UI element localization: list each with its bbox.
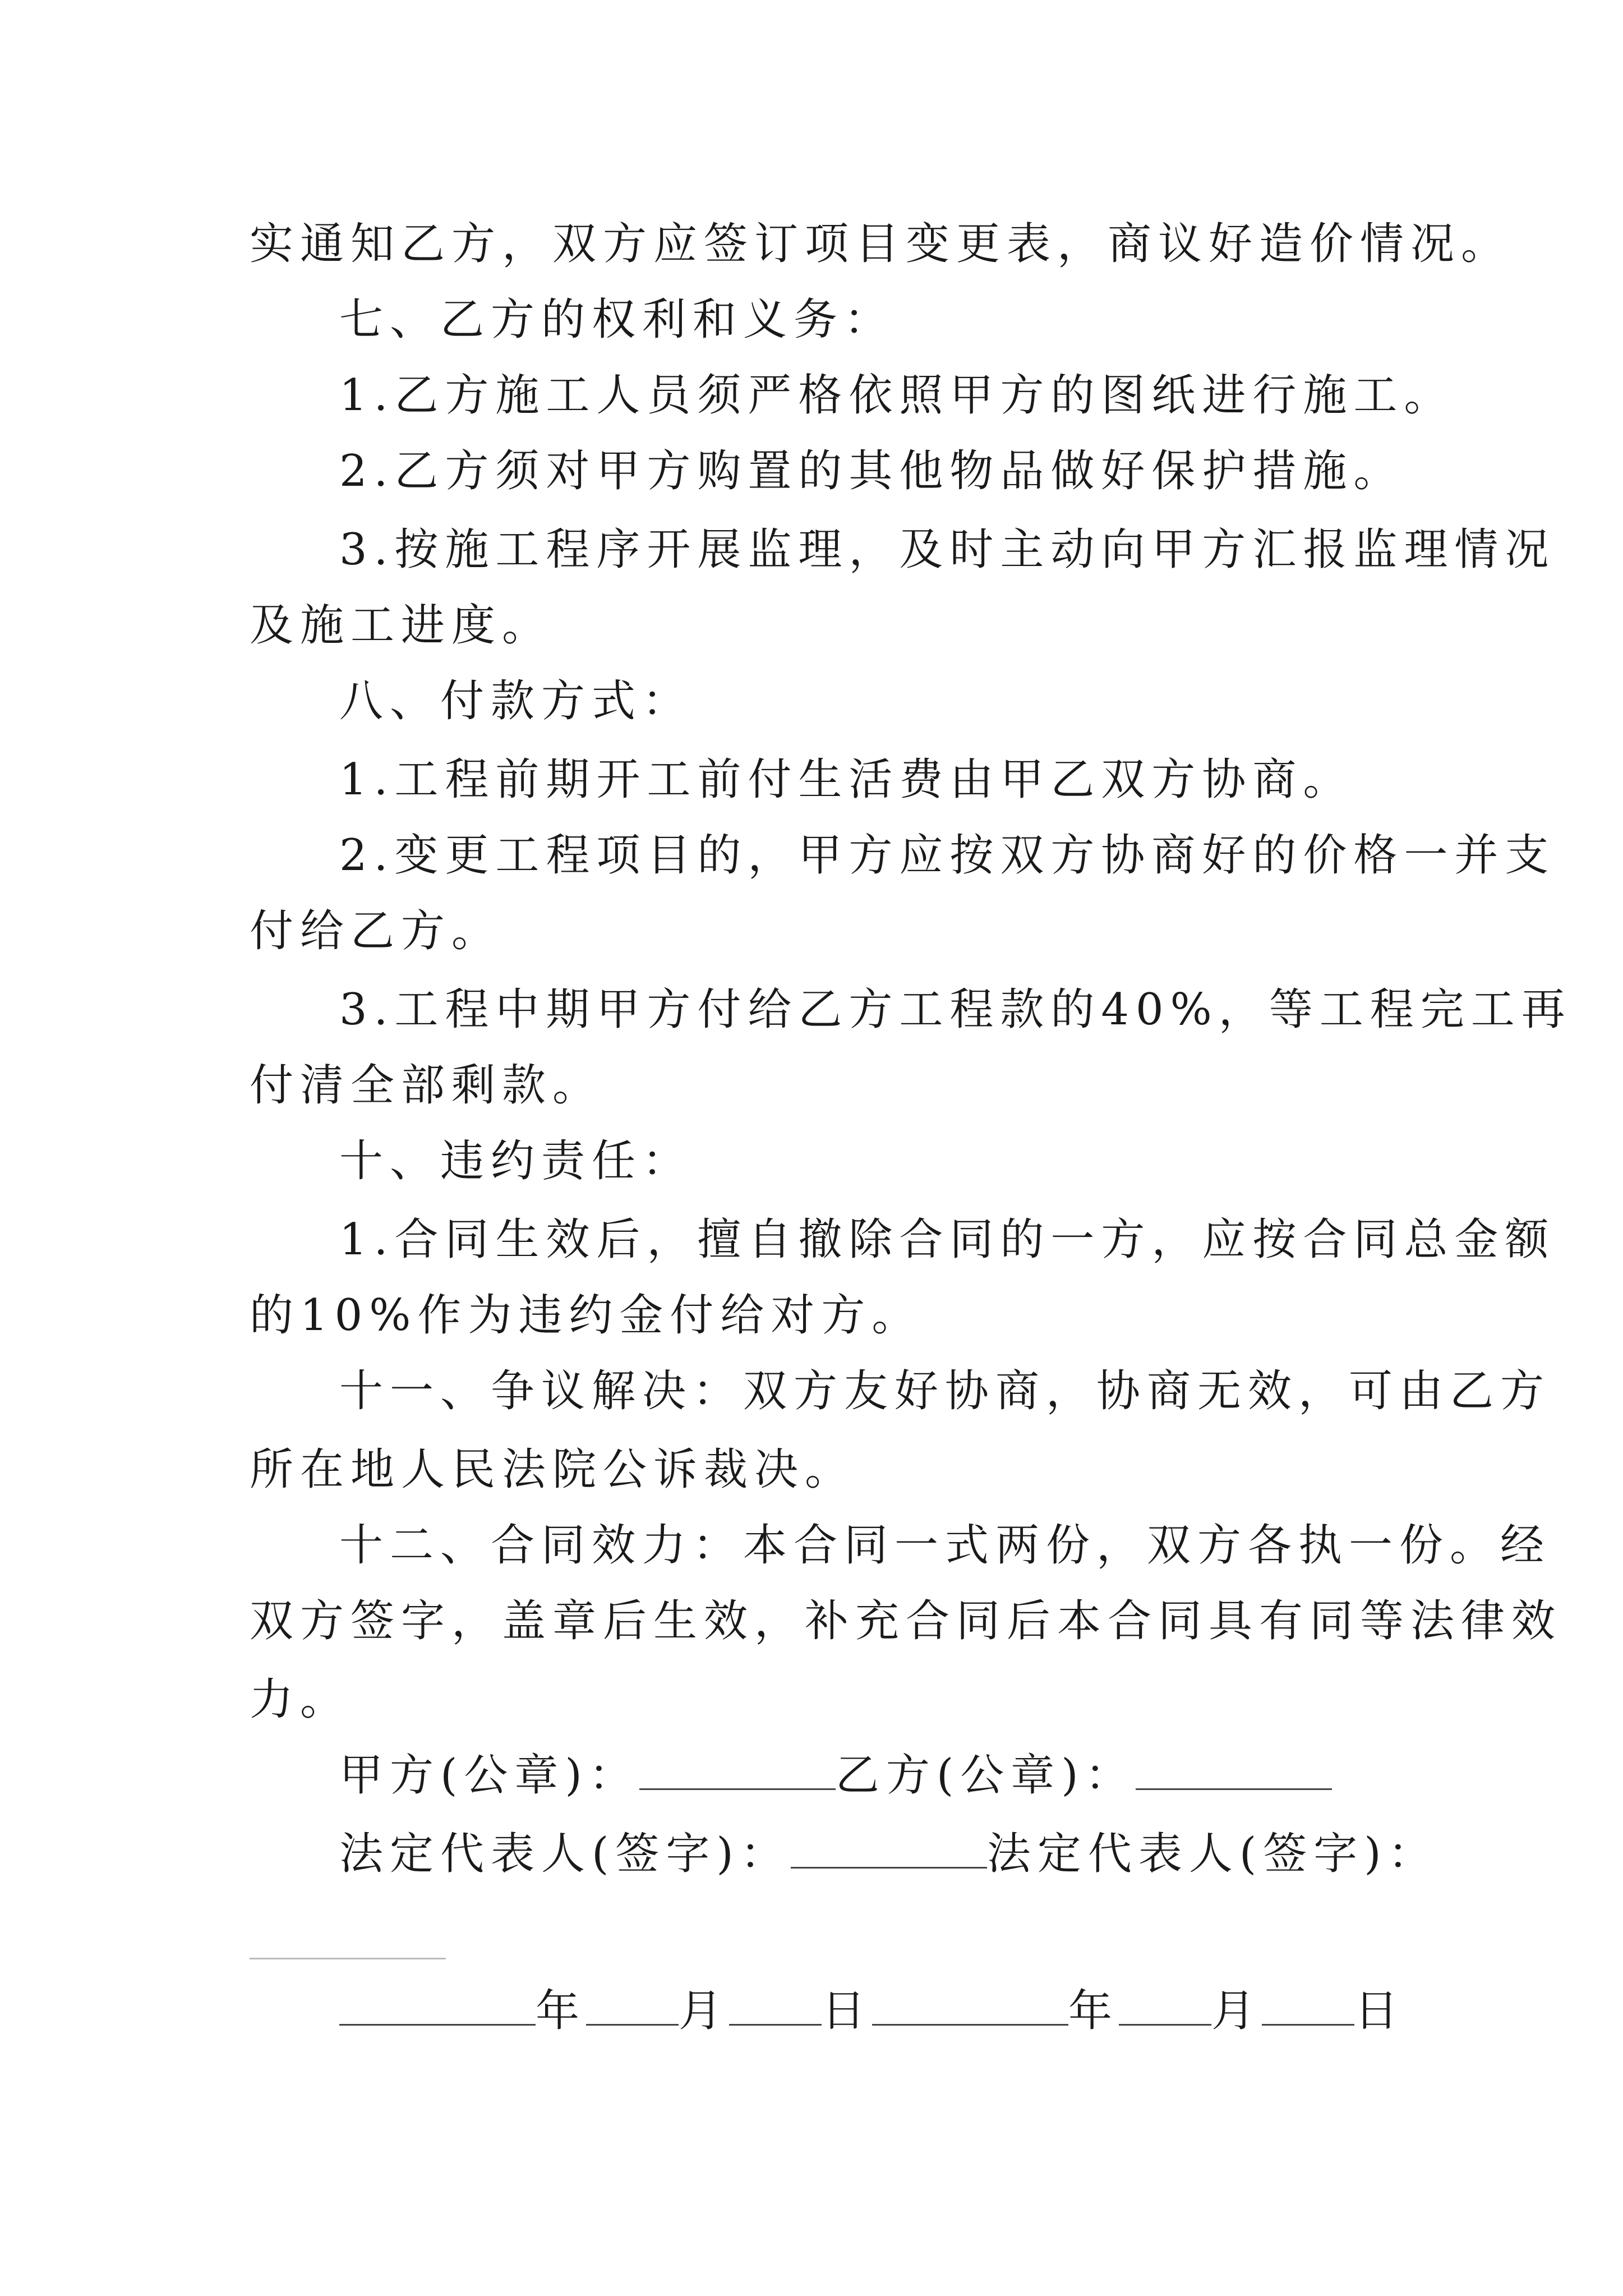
list-item: 1.乙方施工人员须严格依照甲方的图纸进行施工。 [339, 370, 1455, 421]
list-item: 1.工程前期开工前付生活费由甲乙双方协商。 [339, 754, 1354, 805]
section-heading-liability: 十、违约责任： [339, 1136, 693, 1186]
paragraph-line: 的10%作为违约金付给对方。 [250, 1290, 923, 1341]
party-a-seal-blank [639, 1748, 836, 1790]
paragraph-line: 所在地人民法院公诉裁决。 [250, 1444, 856, 1495]
paragraph-line: 力。 [250, 1674, 351, 1725]
date-a-month-label: 月 [679, 1986, 730, 2036]
rep-b-blank [250, 1958, 446, 1959]
date-b-year-label: 年 [1068, 1986, 1119, 2036]
date-b-month-label: 月 [1211, 1986, 1262, 2036]
date-a-day-label: 日 [822, 1986, 873, 2036]
list-item: 3.工程中期甲方付给乙方工程款的40%，等工程完工再 [339, 984, 1572, 1035]
paragraph-line: 双方签字，盖章后生效，补充合同后本合同具有同等法律效 [250, 1596, 1562, 1646]
list-item: 1.合同生效后，擅自撤除合同的一方，应按合同总金额 [339, 1214, 1556, 1265]
date-b-day-label: 日 [1354, 1986, 1405, 2036]
section-heading-validity: 十二、合同效力：本合同一式两份，双方各执一份。经 [339, 1520, 1551, 1571]
paragraph-line: 付给乙方。 [250, 906, 502, 956]
rep-a-blank [791, 1826, 987, 1869]
date-row [339, 1983, 1405, 2039]
seal-row [339, 1747, 1332, 1803]
rep-a-label: 法定代表人(签字)： [339, 1829, 791, 1879]
rep-b-label: 法定代表人(签字)： [986, 1829, 1438, 1879]
list-item: 2.变更工程项目的，甲方应按双方协商好的价格一并支 [339, 830, 1556, 881]
date-b-year-blank [872, 1984, 1068, 2026]
date-b-month-blank [1119, 1984, 1211, 2026]
section-heading-payment: 八、付款方式： [339, 676, 693, 726]
paragraph-line: 付清全部剩款。 [250, 1060, 603, 1111]
date-a-year-label: 年 [536, 1986, 587, 2036]
section-heading-dispute: 十一、争议解决：双方友好协商，协商无效，可由乙方 [339, 1366, 1551, 1416]
date-b-day-blank [1262, 1984, 1354, 2026]
party-b-seal-label: 乙方(公章)： [835, 1750, 1136, 1801]
party-b-seal-blank [1136, 1748, 1332, 1790]
date-a-year-blank [339, 1984, 536, 2026]
date-a-day-blank [729, 1984, 822, 2026]
section-heading-rights: 七、乙方的权利和义务： [339, 295, 895, 345]
date-a-month-blank [586, 1984, 679, 2026]
list-item: 2.乙方须对甲方购置的其他物品做好保护措施。 [339, 446, 1404, 496]
list-item: 3.按施工程序开展监理，及时主动向甲方汇报监理情况 [339, 524, 1556, 575]
representative-row [339, 1826, 1438, 1882]
paragraph-line: 实通知乙方，双方应签订项目变更表，商议好造价情况。 [250, 219, 1512, 269]
party-a-seal-label: 甲方(公章)： [339, 1750, 639, 1801]
paragraph-line: 及施工进度。 [250, 600, 553, 651]
